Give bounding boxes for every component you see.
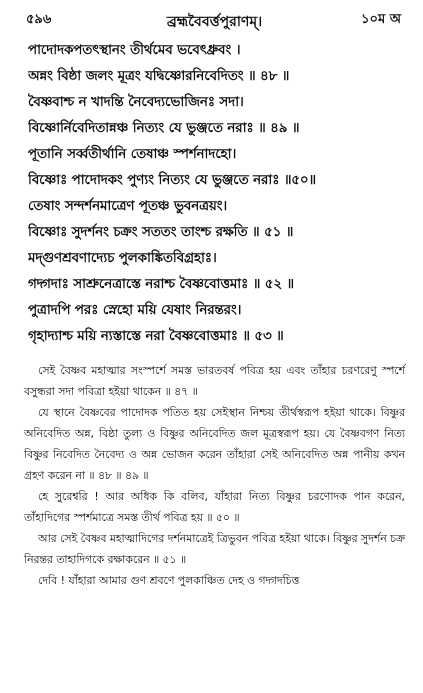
translation-paragraph: হে সুরেশ্বরি ! আর অধিক কি বলিব, যাঁহারা নিত্য বিষ্ণুর চরণোদক পান করেন, তাঁহাদিগের স্পর্শমাত্রে সমস্ত তীর্থ পবিত্র হয় ॥ ৫০ ॥ xyxy=(24,490,405,524)
page-header xyxy=(24,8,405,32)
verse-line: বিষ্ণোঃ পাদোদকং পুণ্যং নিত্যং যে ভুঞ্জতে নরাঃ ॥৫০॥ xyxy=(28,173,316,188)
page-number: ৫৯৬ xyxy=(26,12,52,27)
verse-line: বিষ্ণোঃ সুদর্শনং চক্রং সততং তাংশ্চ রক্ষতি ॥ ৫১ ॥ xyxy=(28,225,294,240)
verse-line: বৈষ্ণবাশ্চ ন খাদন্তি নৈবেদ্যভোজিনঃ সদা। xyxy=(28,95,244,110)
verse-line: গদ্গদাঃ সাশ্রুনেত্রাস্তে নরাশ্চ বৈষ্ণবোত্তমাঃ ॥ ৫২ ॥ xyxy=(28,277,295,292)
verse-line: পাদোদকপতৎস্থানং তীর্থমেব ভবেৎধ্রুবং । xyxy=(28,43,241,58)
translation-paragraph: দেবি ! যাঁহারা আমার গুণ শ্রবণে পুলকাঞ্চিত দেহ ও গদ্গদচিত্ত xyxy=(38,574,300,587)
translation-paragraph: সেই বৈষ্ণব মহাত্মার সংস্পর্শে সমস্ত ভারতবর্ষ পবিত্র হয় এবং তাঁহার চরণরেণু স্পর্শে বসুন্ধরা সদা পবিত্রা হইয়া থাকেন ॥ ৪৭ ॥ xyxy=(24,364,405,398)
verse-line: বিষ্ণোর্নিবেদিতান্নঞ্চ নিত্যং যে ভুঞ্জতে নরাঃ ॥ ৪৯ ॥ xyxy=(28,121,300,136)
sanskrit-verses xyxy=(24,38,405,350)
verse-line: মদ্গুণশ্রবণাদ্যেচ পুলকাঙ্কিতবিগ্রহাঃ। xyxy=(28,251,217,266)
verse-line: অন্নং বিষ্ঠা জলং মূত্রং যদ্বিষ্ণোরনিবেদিতং ॥ ৪৮ ॥ xyxy=(28,69,290,84)
bengali-translation xyxy=(24,360,405,591)
verse-line: পূতানি সর্ব্বতীর্থানি তেষাঞ্চ স্পর্শনাদহো। xyxy=(28,147,237,162)
chapter-label: ১০ম অ xyxy=(361,12,401,27)
page-title: ব্রহ্মবৈবর্ত্তপুরাণম্। xyxy=(166,14,263,30)
translation-paragraph: যে স্থানে বৈষ্ণবের পাদোদক পতিত হয় সেইস্থান নিশ্চয় তীর্থস্বরূপ হইয়া থাকে। বিষ্ণুর অনিবেদিত অন্ন, বিষ্ঠা তুল্য ও বিষ্ণুর অনিবেদিত জল মূত্রস্বরূপ হয়। যে বৈষ্ণবগণ নিত্য বিষ্ণুর নিবেদিত নৈবেদ্য ও অন্ন ভোজন করেন তাঁহারা সেই অনিবেদিত অন্ন পানীয় কখন গ্রহণ করেন না ॥ ৪৮ ॥ ৪৯ ॥ xyxy=(24,406,405,482)
verse-line: পুত্রাদপি পরঃ স্নেহো ময়ি যেষাং নিরন্তরং। xyxy=(28,303,242,318)
verse-line: তেষাং সন্দর্শনমাত্রেণ পূতঞ্চ ভুবনত্রয়ং। xyxy=(28,199,228,214)
verse-line: গৃহাদ্যাশ্চ ময়ি ন্যস্তাস্তে নরা বৈষ্ণবোত্তমাঃ ॥ ৫৩ ॥ xyxy=(28,329,284,344)
translation-paragraph: আর সেই বৈষ্ণব মহাত্মাদিগের দর্শনমাত্রেই ত্রিভুবন পবিত্র হইয়া থাকে। বিষ্ণুর সুদর্শন চক্র নিরন্তর তাহাদিগকে রক্ষাকরেন ॥ ৫১ ॥ xyxy=(24,532,405,566)
